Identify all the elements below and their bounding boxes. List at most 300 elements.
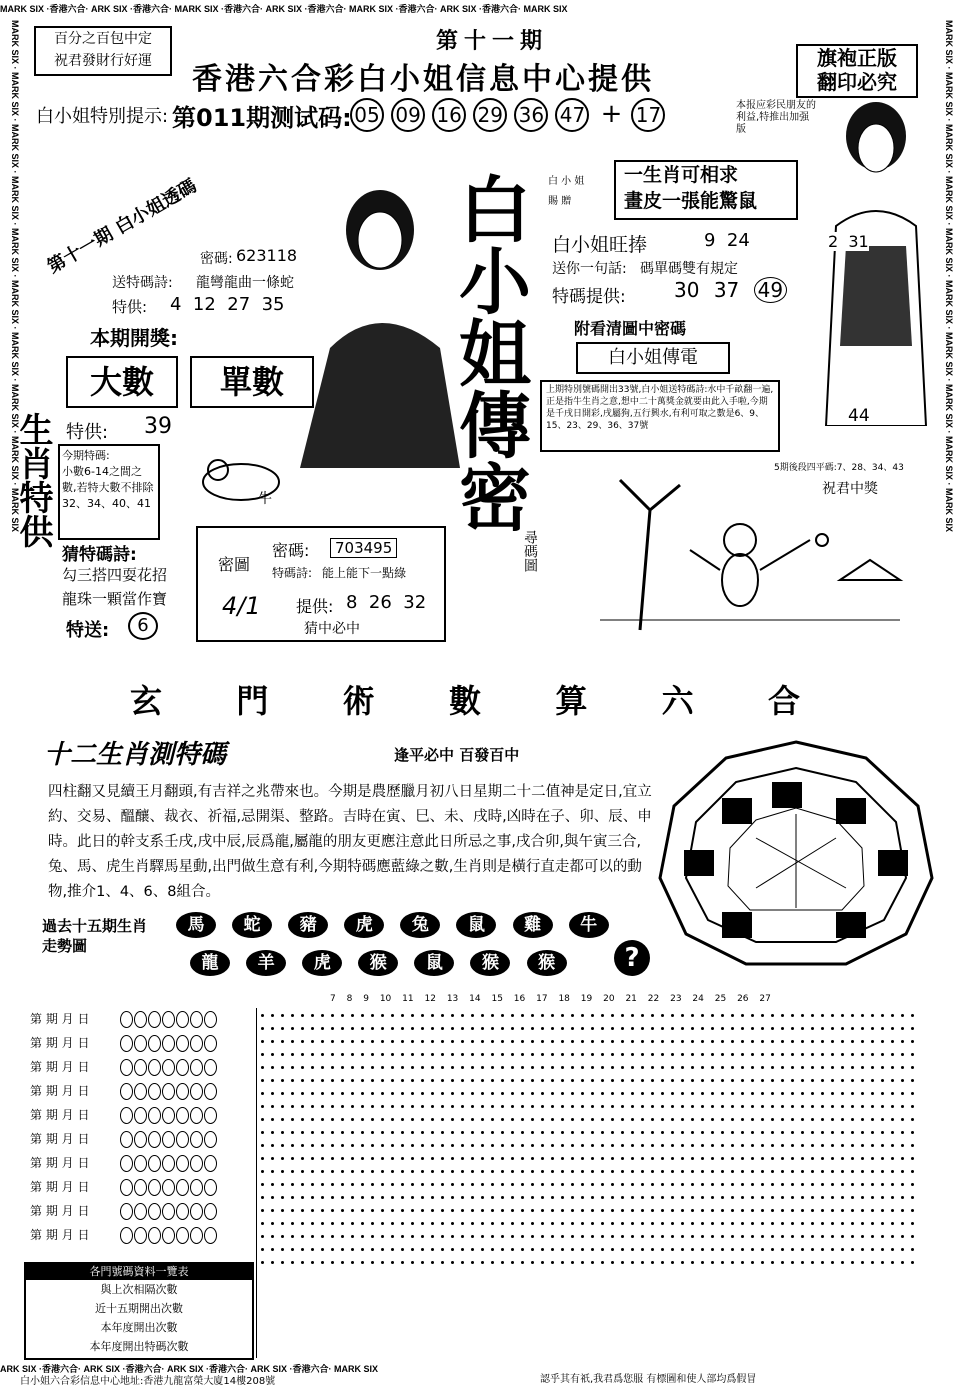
grid-dot xyxy=(611,1066,614,1069)
grid-dot xyxy=(721,1144,724,1147)
grid-dot xyxy=(311,1092,314,1095)
grid-dot xyxy=(661,1261,664,1264)
grid-dot xyxy=(281,1170,284,1173)
grid-dot xyxy=(601,1196,604,1199)
grid-dot xyxy=(821,1222,824,1225)
grid-dot xyxy=(391,1183,394,1186)
grid-dot xyxy=(361,1040,364,1043)
grid-dot xyxy=(891,1261,894,1264)
grid-dot xyxy=(911,1105,914,1108)
slogan-box xyxy=(34,26,172,76)
grid-dot xyxy=(681,1235,684,1238)
grid-dot xyxy=(461,1014,464,1017)
grid-dot xyxy=(671,1248,674,1251)
grid-dot xyxy=(601,1105,604,1108)
grid-dot xyxy=(871,1118,874,1121)
grid-dot xyxy=(411,1053,414,1056)
grid-dot xyxy=(591,1092,594,1095)
grid-dot xyxy=(691,1105,694,1108)
history-ball-slot xyxy=(134,1179,147,1196)
grid-dot xyxy=(881,1105,884,1108)
grid-dot xyxy=(281,1144,284,1147)
grid-dot xyxy=(421,1118,424,1121)
grid-dot xyxy=(361,1092,364,1095)
grid-dot xyxy=(521,1105,524,1108)
grid-dot xyxy=(351,1235,354,1238)
grid-dot xyxy=(371,1131,374,1134)
grid-dot xyxy=(491,1053,494,1056)
photo-nums: 2 31 xyxy=(828,232,869,251)
grid-dot xyxy=(871,1222,874,1225)
grid-dot xyxy=(471,1105,474,1108)
history-ball-slot xyxy=(162,1083,175,1100)
grid-dot xyxy=(681,1144,684,1147)
grid-dot xyxy=(791,1053,794,1056)
grid-dot xyxy=(411,1183,414,1186)
grid-dot xyxy=(661,1053,664,1056)
grid-dot xyxy=(291,1248,294,1251)
xuanmen-char: 合 xyxy=(767,682,800,720)
grid-dot xyxy=(451,1131,454,1134)
grid-dot xyxy=(301,1222,304,1225)
grid-dot xyxy=(451,1066,454,1069)
grid-dot xyxy=(421,1209,424,1212)
grid-dot xyxy=(491,1222,494,1225)
grid-dot xyxy=(621,1235,624,1238)
grid-dot xyxy=(891,1157,894,1160)
grid-dot xyxy=(901,1144,904,1147)
grid-dot xyxy=(431,1157,434,1160)
grid-dot xyxy=(351,1183,354,1186)
grid-dot xyxy=(511,1261,514,1264)
grid-dot xyxy=(821,1170,824,1173)
grid-dot xyxy=(561,1170,564,1173)
grid-dot xyxy=(271,1170,274,1173)
grid-dot xyxy=(801,1105,804,1108)
grid-dot xyxy=(511,1196,514,1199)
grid-dot xyxy=(601,1248,604,1251)
grid-dot xyxy=(351,1196,354,1199)
grid-dot xyxy=(711,1105,714,1108)
grid-dot xyxy=(461,1144,464,1147)
grid-dot xyxy=(501,1209,504,1212)
history-ball-slot xyxy=(134,1083,147,1100)
grid-dot xyxy=(431,1235,434,1238)
grid-dot xyxy=(711,1040,714,1043)
grid-dot xyxy=(871,1196,874,1199)
grid-dot xyxy=(491,1170,494,1173)
grid-dot xyxy=(821,1131,824,1134)
left-special-label: 特供: xyxy=(112,298,148,316)
chart-col-label: 14 xyxy=(469,994,481,1004)
grid-dot xyxy=(881,1235,884,1238)
grid-dot xyxy=(811,1209,814,1212)
grid-dot xyxy=(671,1040,674,1043)
grid-dot xyxy=(731,1157,734,1160)
grid-dot xyxy=(841,1235,844,1238)
grid-dot xyxy=(271,1118,274,1121)
grid-dot xyxy=(701,1014,704,1017)
grid-dot xyxy=(851,1235,854,1238)
grid-dot xyxy=(501,1027,504,1030)
chart-col-label: 21 xyxy=(625,994,637,1004)
grid-dot xyxy=(911,1261,914,1264)
grid-dot xyxy=(731,1235,734,1238)
grid-dot xyxy=(381,1196,384,1199)
grid-dot xyxy=(331,1196,334,1199)
left-special-value: 4 12 27 35 xyxy=(170,294,285,315)
grid-dot xyxy=(361,1196,364,1199)
grid-dot xyxy=(451,1170,454,1173)
grid-dot xyxy=(911,1014,914,1017)
grid-dot xyxy=(751,1170,754,1173)
grid-dot xyxy=(421,1157,424,1160)
grid-dot xyxy=(461,1105,464,1108)
grid-dot xyxy=(811,1235,814,1238)
grid-dot xyxy=(681,1131,684,1134)
grid-dot xyxy=(611,1053,614,1056)
history-ball-slot xyxy=(190,1107,203,1124)
grid-dot xyxy=(511,1235,514,1238)
history-ball-slot xyxy=(204,1179,217,1196)
grid-dot xyxy=(371,1209,374,1212)
grid-dot xyxy=(551,1014,554,1017)
grid-dot xyxy=(861,1053,864,1056)
grid-dot xyxy=(561,1027,564,1030)
grid-dot xyxy=(391,1157,394,1160)
bottom-border-strip: ARK SIX ·香港六合· ARK SIX ·香港六合· ARK SIX ·香港六合· ARK SIX ·香港六合· MARK SIX xyxy=(0,1364,379,1374)
grid-dot xyxy=(721,1040,724,1043)
history-row xyxy=(30,1010,250,1032)
grid-dot xyxy=(841,1222,844,1225)
grid-dot xyxy=(651,1014,654,1017)
grid-dot xyxy=(391,1079,394,1082)
grid-dot xyxy=(741,1053,744,1056)
grid-dot xyxy=(901,1209,904,1212)
grid-dot xyxy=(301,1027,304,1030)
history-row xyxy=(30,1202,250,1224)
grid-dot xyxy=(791,1183,794,1186)
grid-dot xyxy=(711,1222,714,1225)
grid-dot xyxy=(611,1261,614,1264)
grid-dot xyxy=(501,1014,504,1017)
grid-dot xyxy=(821,1092,824,1095)
grid-dot xyxy=(641,1131,644,1134)
grid-dot xyxy=(701,1248,704,1251)
grid-dot xyxy=(701,1118,704,1121)
grid-dot xyxy=(311,1105,314,1108)
grid-dot xyxy=(601,1131,604,1134)
grid-dot xyxy=(511,1105,514,1108)
provider-title: 香港六合彩白小姐信息中心提供 xyxy=(192,62,654,97)
grid-dot xyxy=(501,1248,504,1251)
grid-dot xyxy=(571,1170,574,1173)
history-row-label: 第 期 月 日 xyxy=(30,1180,90,1194)
grid-dot xyxy=(441,1040,444,1043)
chart-col-label: 15 xyxy=(491,994,503,1004)
chart-header xyxy=(330,994,779,1004)
grid-dot xyxy=(771,1092,774,1095)
grid-dot xyxy=(271,1053,274,1056)
zodiac-item: 豬 xyxy=(288,912,328,938)
grid-dot xyxy=(581,1144,584,1147)
history-ball-slot xyxy=(190,1203,203,1220)
grid-dot xyxy=(701,1222,704,1225)
grid-dot xyxy=(581,1248,584,1251)
left-vertical-title: 第十一期 白小姐透碼 xyxy=(44,175,201,278)
grid-dot xyxy=(331,1079,334,1082)
grid-dot xyxy=(321,1131,324,1134)
history-ball-slot xyxy=(176,1179,189,1196)
grid-dot xyxy=(691,1196,694,1199)
grid-dot xyxy=(411,1131,414,1134)
grid-dot xyxy=(411,1209,414,1212)
grid-dot xyxy=(731,1092,734,1095)
grid-dot xyxy=(751,1248,754,1251)
grid-dot xyxy=(361,1235,364,1238)
grid-dot xyxy=(861,1209,864,1212)
info-title: 今期特碼: xyxy=(62,449,110,462)
grid-dot xyxy=(431,1092,434,1095)
grid-dot xyxy=(841,1196,844,1199)
grid-dot xyxy=(291,1261,294,1264)
footer-warning: 認乎其有祇,我君爲您服 有標圖和使人部均爲假冒 xyxy=(540,1374,757,1385)
grid-dot xyxy=(851,1170,854,1173)
grid-dot xyxy=(651,1170,654,1173)
grid-dot xyxy=(611,1157,614,1160)
history-ball-slot xyxy=(176,1083,189,1100)
grid-dot xyxy=(741,1170,744,1173)
grid-dot xyxy=(361,1157,364,1160)
grid-dot xyxy=(271,1131,274,1134)
history-row xyxy=(30,1034,250,1056)
grid-dot xyxy=(411,1222,414,1225)
grid-dot xyxy=(381,1235,384,1238)
grid-dot xyxy=(411,1066,414,1069)
grid-dot xyxy=(371,1222,374,1225)
grid-dot xyxy=(481,1144,484,1147)
grid-dot xyxy=(301,1105,304,1108)
grid-dot xyxy=(721,1183,724,1186)
grid-dot xyxy=(551,1235,554,1238)
guess-poem-line2: 龍珠一顆當作寶 xyxy=(62,590,168,608)
grid-dot xyxy=(451,1027,454,1030)
zodiac-item: 鼠 xyxy=(414,950,454,976)
history-ball-slot xyxy=(148,1179,161,1196)
left-special2-value: 39 xyxy=(144,414,172,439)
grid-dot xyxy=(911,1066,914,1069)
grid-dot xyxy=(811,1183,814,1186)
chart-col-label: 24 xyxy=(692,994,704,1004)
grid-dot xyxy=(541,1157,544,1160)
grid-dot xyxy=(451,1105,454,1108)
grid-dot xyxy=(461,1248,464,1251)
grid-dot xyxy=(481,1079,484,1082)
history-ball-slot xyxy=(134,1131,147,1148)
grid-dot xyxy=(831,1118,834,1121)
single-number-box: 單數 xyxy=(190,356,314,408)
middle-side-text: 尋碼圖 xyxy=(522,530,538,572)
grid-dot xyxy=(661,1235,664,1238)
grid-dot xyxy=(751,1066,754,1069)
wang-value: 9 24 xyxy=(704,230,750,251)
grid-dot xyxy=(621,1027,624,1030)
grid-dot xyxy=(481,1040,484,1043)
grid-dot xyxy=(331,1157,334,1160)
grid-dot xyxy=(561,1066,564,1069)
grid-dot xyxy=(551,1222,554,1225)
grid-dot xyxy=(761,1118,764,1121)
grid-dot xyxy=(591,1157,594,1160)
grid-dot xyxy=(831,1066,834,1069)
grid-dot xyxy=(781,1092,784,1095)
grid-dot xyxy=(771,1170,774,1173)
grid-dot xyxy=(381,1183,384,1186)
grid-dot xyxy=(681,1027,684,1030)
guess-poem-title: 猜特碼詩: xyxy=(62,545,137,565)
slogan-line2: 祝君發財行好運 xyxy=(54,53,152,69)
grid-dot xyxy=(891,1014,894,1017)
grid-dot xyxy=(471,1040,474,1043)
grid-dot xyxy=(491,1183,494,1186)
grid-dot xyxy=(571,1066,574,1069)
grid-dot xyxy=(701,1144,704,1147)
grid-dot xyxy=(391,1105,394,1108)
grid-dot xyxy=(671,1196,674,1199)
chart-col-label: 20 xyxy=(603,994,615,1004)
grid-dot xyxy=(311,1079,314,1082)
grid-dot xyxy=(331,1235,334,1238)
grid-dot xyxy=(621,1079,624,1082)
grid-dot xyxy=(801,1144,804,1147)
grid-dot xyxy=(301,1235,304,1238)
grid-dot xyxy=(801,1014,804,1017)
grid-dot xyxy=(371,1248,374,1251)
chart-col-label: 7 xyxy=(330,994,336,1004)
grid-dot xyxy=(771,1222,774,1225)
grid-dot xyxy=(431,1105,434,1108)
grid-dot xyxy=(441,1222,444,1225)
grid-dot xyxy=(831,1053,834,1056)
grid-dot xyxy=(701,1027,704,1030)
grid-dot xyxy=(811,1092,814,1095)
history-row xyxy=(30,1130,250,1152)
grid-dot xyxy=(841,1118,844,1121)
grid-dot xyxy=(771,1040,774,1043)
grid-dot xyxy=(731,1027,734,1030)
grid-dot xyxy=(641,1040,644,1043)
grid-dot xyxy=(671,1027,674,1030)
grid-dot xyxy=(521,1144,524,1147)
grid-dot xyxy=(901,1092,904,1095)
grid-dot xyxy=(571,1157,574,1160)
grid-dot xyxy=(301,1079,304,1082)
grid-dot xyxy=(721,1105,724,1108)
grid-dot xyxy=(331,1105,334,1108)
grid-dot xyxy=(641,1014,644,1017)
grid-dot xyxy=(771,1053,774,1056)
grid-dot xyxy=(321,1196,324,1199)
grid-dot xyxy=(361,1183,364,1186)
grid-dot xyxy=(751,1144,754,1147)
grid-dot xyxy=(681,1040,684,1043)
grid-dot xyxy=(441,1066,444,1069)
grid-dot xyxy=(871,1066,874,1069)
grid-dot xyxy=(741,1014,744,1017)
grid-dot xyxy=(791,1261,794,1264)
left-border-strip: MARK SIX · MARK SIX · MARK SIX · MARK SIX · MARK SIX · MARK SIX · MARK SIX · MARK SIX · MARK SIX · MARK SIX xyxy=(10,20,20,533)
history-ball-slot xyxy=(204,1203,217,1220)
riddle-box xyxy=(614,160,798,220)
grid-dot xyxy=(541,1092,544,1095)
grid-dot xyxy=(711,1027,714,1030)
grid-dot xyxy=(431,1196,434,1199)
grid-dot xyxy=(561,1183,564,1186)
grid-dot xyxy=(321,1235,324,1238)
grid-dot xyxy=(891,1053,894,1056)
grid-dot xyxy=(391,1209,394,1212)
grid-dot xyxy=(391,1040,394,1043)
grid-dot xyxy=(801,1027,804,1030)
grid-dot xyxy=(491,1079,494,1082)
grid-dot xyxy=(881,1209,884,1212)
history-ball-slot xyxy=(190,1155,203,1172)
grid-dot xyxy=(521,1183,524,1186)
grid-dot xyxy=(531,1222,534,1225)
grid-dot xyxy=(451,1209,454,1212)
grid-dot xyxy=(901,1248,904,1251)
grid-dot xyxy=(321,1079,324,1082)
grid-dot xyxy=(511,1027,514,1030)
grid-dot xyxy=(701,1092,704,1095)
grid-dot xyxy=(841,1066,844,1069)
grid-dot xyxy=(811,1027,814,1030)
history-ball-slot xyxy=(120,1155,133,1172)
grid-dot xyxy=(501,1144,504,1147)
grid-dot xyxy=(621,1053,624,1056)
grid-dot xyxy=(421,1183,424,1186)
grid-dot xyxy=(441,1079,444,1082)
zodiac-item: 龍 xyxy=(190,950,230,976)
grid-dot xyxy=(641,1170,644,1173)
grid-dot xyxy=(341,1118,344,1121)
grid-dot xyxy=(741,1144,744,1147)
test-number: 29 xyxy=(473,98,507,132)
map-label: 密圖 xyxy=(218,555,251,574)
grid-dot xyxy=(731,1209,734,1212)
grid-dot xyxy=(631,1183,634,1186)
twelve-text: 四柱翻又見續王月翻頭,有吉祥之兆帶來也。今期是農歷臘月初八日星期二十二值神是定日,宜立約、交易、醞釀、裁衣、祈福,忌開渠、整路。吉時在寅、巳、未、戌時,凶時在子、卯、辰、申時。此日的幹支系壬戌,戌中辰,辰爲龍,屬龍的朋友更應注意此日所忌之事,戌合卯,與午寅三合,兔、馬、虎生肖驛馬星動,出門做生意有利,今期特碼應藍綠之數,生肖則是橫行直走都可以的動物,推介1、4、6、8組合。 xyxy=(48,784,652,900)
grid-dot xyxy=(721,1027,724,1030)
grid-dot xyxy=(261,1183,264,1186)
grid-dot xyxy=(321,1014,324,1017)
history-table-row: 近十五期開出次數 xyxy=(95,1302,183,1315)
grid-dot xyxy=(341,1079,344,1082)
grid-dot xyxy=(611,1105,614,1108)
grid-dot xyxy=(511,1157,514,1160)
grid-dot xyxy=(671,1092,674,1095)
grid-dot xyxy=(801,1183,804,1186)
grid-dot xyxy=(871,1053,874,1056)
grid-dot xyxy=(371,1157,374,1160)
grid-dot xyxy=(571,1079,574,1082)
grid-dot xyxy=(661,1157,664,1160)
grid-dot xyxy=(621,1248,624,1251)
grid-dot xyxy=(711,1261,714,1264)
grid-dot xyxy=(611,1209,614,1212)
grid-dot xyxy=(661,1040,664,1043)
grid-dot xyxy=(591,1040,594,1043)
